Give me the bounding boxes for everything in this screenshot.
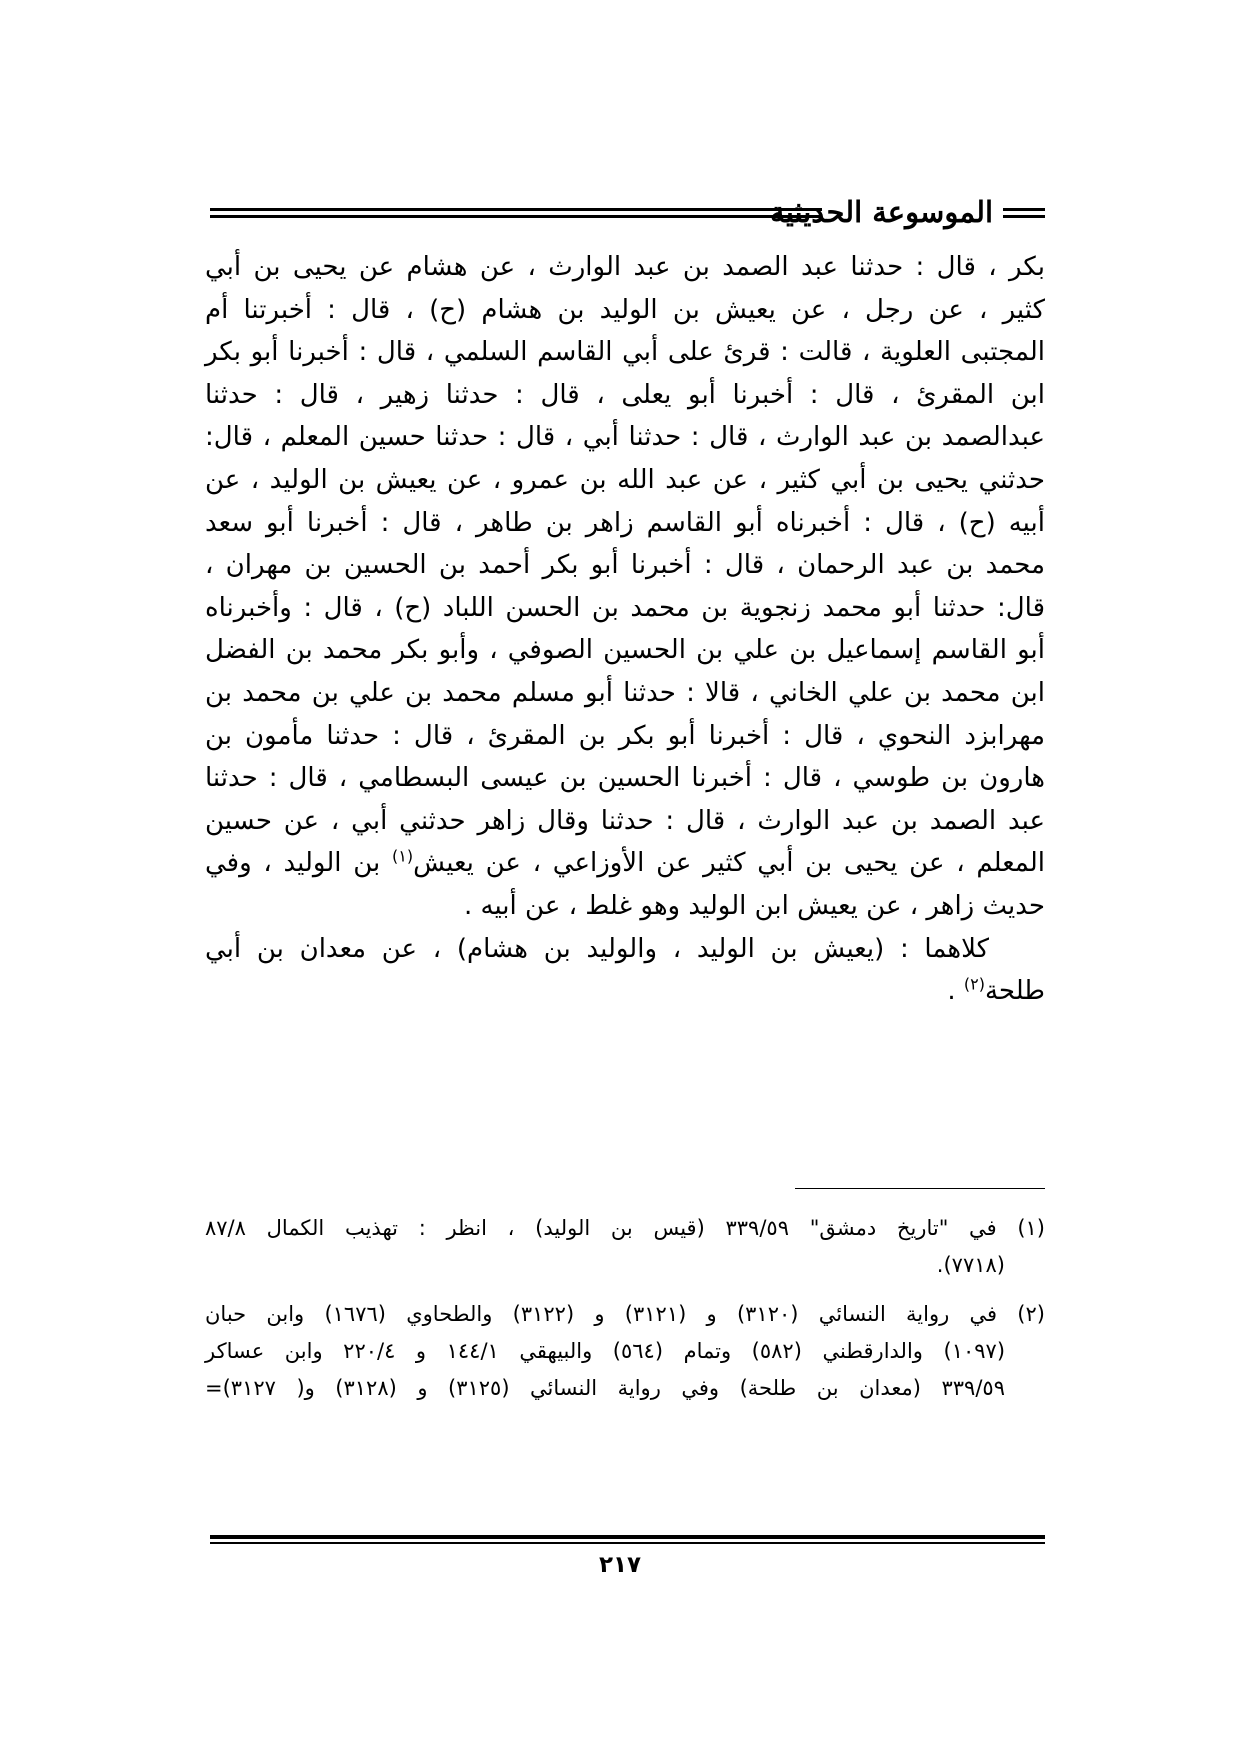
text-line: كثير ، عن رجل ، عن يعيش بن الوليد بن هشام (ح) ، قال : أخبرتنا أم	[205, 294, 1045, 325]
page-number: ٢١٧	[598, 1552, 642, 1578]
text-line-with-ref	[205, 842, 1045, 885]
text-line: قال: حدثنا أبو محمد زنجوية بن محمد بن الحسن اللباد (ح) ، قال : وأخبرناه	[205, 592, 1045, 623]
main-text	[205, 246, 1045, 1013]
footnote-separator	[795, 1188, 1045, 1189]
header-title: الموسوعة الحديثية	[770, 195, 993, 229]
text-line: مهرابزد النحوي ، قال : أخبرنا أبو بكر بن المقرئ ، قال : حدثنا مأمون بن	[205, 720, 1045, 751]
text-line: عبد الصمد بن عبد الوارث ، قال : حدثنا وقال زاهر حدثني أبي ، عن حسين	[205, 805, 1045, 836]
text-line-with-ref	[205, 970, 1045, 1013]
text-line: أبيه (ح) ، قال : أخبرناه أبو القاسم زاهر بن طاهر ، قال : أخبرنا أبو سعد	[205, 507, 1045, 538]
footnote-ref-2[interactable]: (٢)	[963, 974, 985, 994]
footnote-2-line: (٢) في رواية النسائي (٣١٢٠) و (٣١٢١) و (٣١٢٢) والطحاوي (١٦٧٦) وابن حبان	[205, 1302, 1045, 1326]
text-line: عبدالصمد بن عبد الوارث ، قال : حدثنا أبي ، قال : حدثنا حسين المعلم ، قال:	[205, 422, 1045, 453]
text-segment: بن الوليد ، وفي	[205, 848, 393, 879]
paragraph-start-line: كلاهما : (يعيش بن الوليد ، والوليد بن هشام) ، عن معدان بن أبي	[205, 933, 989, 964]
footnote-2-line: ٣٣٩/٥٩ (معدان بن طلحة) وفي رواية النسائي (٣١٢٥) و (٣١٢٨) و( ٣١٢٧)=	[205, 1376, 1005, 1400]
text-line: حديث زاهر ، عن يعيش ابن الوليد وهو غلط ، عن أبيه .	[463, 890, 1045, 921]
text-line: المجتبى العلوية ، قالت : قرئ على أبي القاسم السلمي ، قال : أخبرنا أبو بكر	[205, 337, 1045, 368]
text-line: أبو القاسم إسماعيل بن علي بن الحسين الصوفي ، وأبو بكر محمد بن الفضل	[205, 635, 1045, 666]
footer-rule	[210, 1535, 1045, 1544]
text-line: ابن محمد بن علي الخاني ، قالا : حدثنا أبو مسلم محمد بن علي بن محمد بن	[205, 677, 1045, 708]
text-line: محمد بن عبد الرحمان ، قال : أخبرنا أبو بكر أحمد بن الحسين بن مهران ،	[205, 550, 1045, 581]
footnotes	[205, 1210, 1045, 1407]
running-header	[210, 192, 1045, 236]
text-line: هارون بن طوسي ، قال : أخبرنا الحسين بن عيسى البسطامي ، قال : حدثنا	[205, 763, 1045, 794]
text-line: بكر ، قال : حدثنا عبد الصمد بن عبد الوارث ، عن هشام عن يحيى بن أبي	[205, 252, 1045, 282]
footnote-1-line: (١) في "تاريخ دمشق" ٣٣٩/٥٩ (قيس بن الوليد) ، انظر : تهذيب الكمال ٨٧/٨	[205, 1216, 1045, 1240]
footnote-ref-1[interactable]: (١)	[392, 846, 414, 866]
text-line: حدثني يحيى بن أبي كثير ، عن عبد الله بن عمرو ، عن يعيش بن الوليد ، عن	[205, 464, 1045, 495]
text-segment: .	[947, 976, 964, 1007]
text-segment: المعلم ، عن يحيى بن أبي كثير عن الأوزاعي ، عن يعيش	[413, 848, 1045, 879]
footnote-2-line: (١٠٩٧) والدارقطني (٥٨٢) وتمام (٥٦٤) والبيهقي ١٤٤/١ و ٢٢٠/٤ وابن عساكر	[205, 1339, 1006, 1363]
text-segment: طلحة	[984, 976, 1045, 1007]
text-line: ابن المقرئ ، قال : أخبرنا أبو يعلى ، قال : حدثنا زهير ، قال : حدثنا	[205, 379, 1045, 410]
footnote-1-line: (٧٧١٨).	[936, 1253, 1005, 1277]
